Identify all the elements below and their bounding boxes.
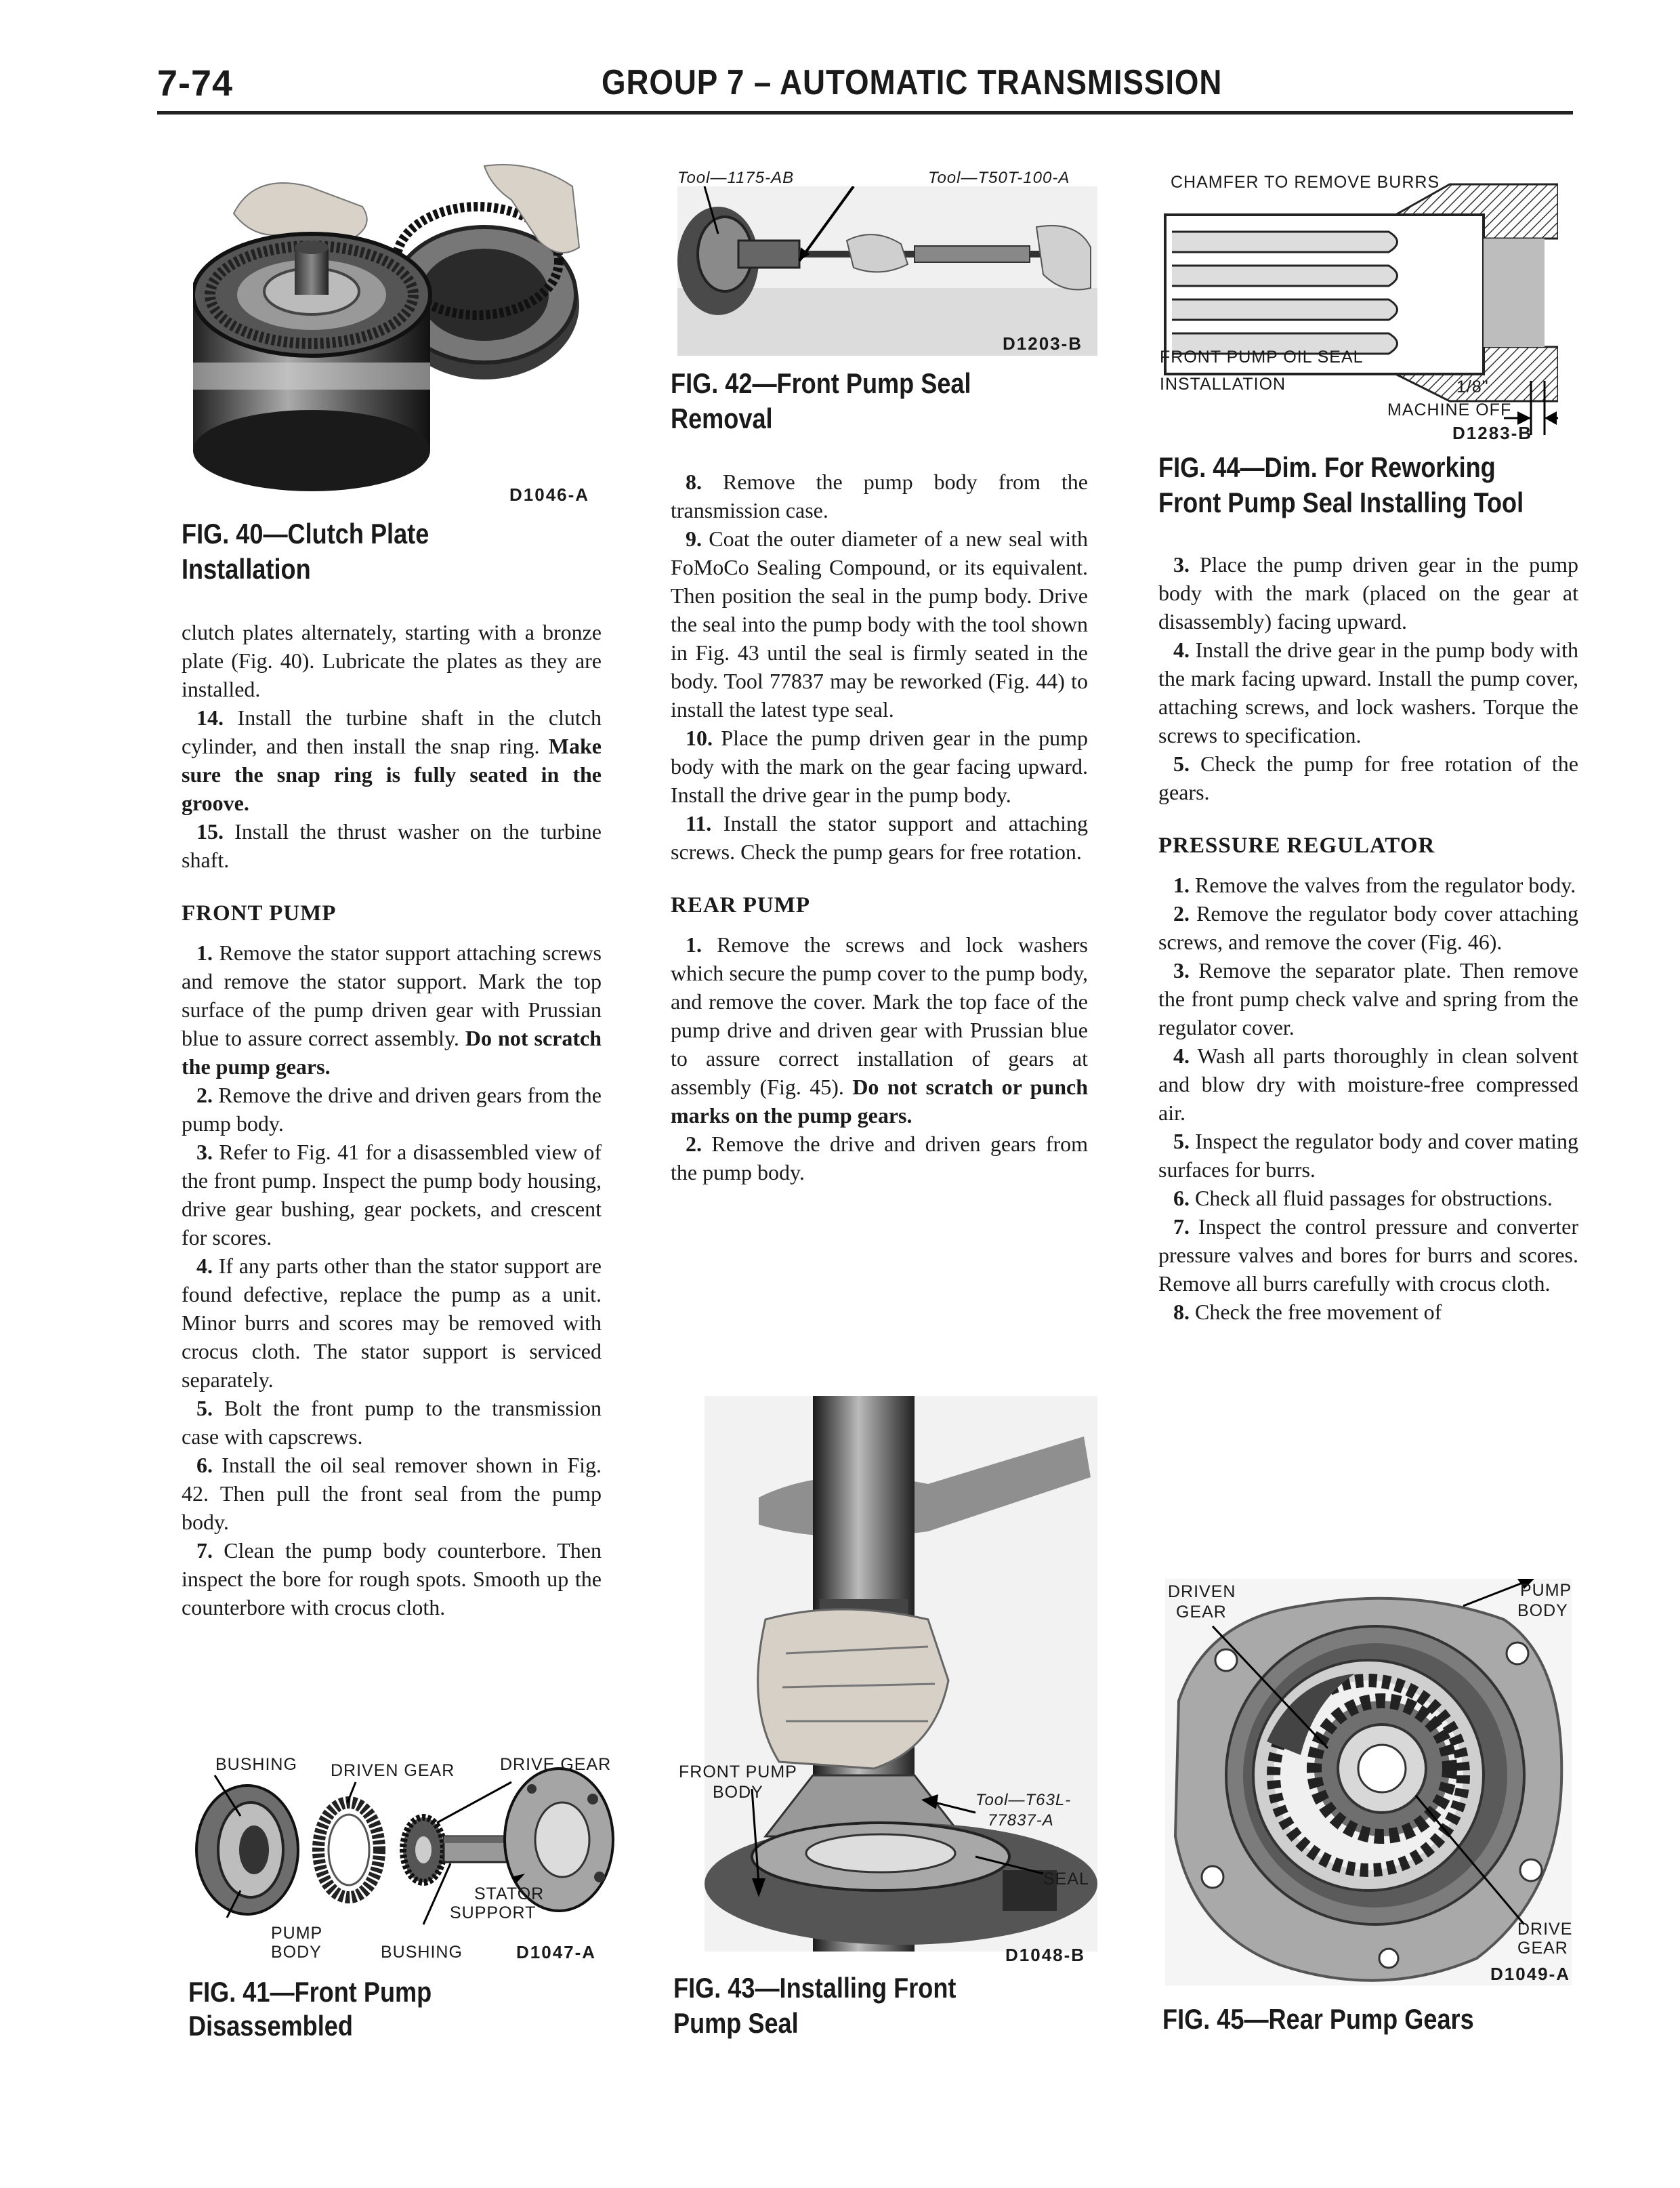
front-pump-step-6: 6. Install the oil seal remover shown in Fig. 42. Then pull the front seal from the pump body.: [182, 1453, 602, 1534]
fig42-caption-line1: FIG. 42—Front Pump Seal: [671, 367, 971, 399]
fig45-code: D1049-A: [1490, 1964, 1571, 1984]
fig42-code: D1203-B: [1003, 333, 1083, 354]
fig41-caption-line1: FIG. 41—Front Pump: [188, 1976, 432, 2008]
fig42-label-tool-a: Tool—1175-AB: [677, 169, 795, 187]
fig44-diagram: [1152, 178, 1558, 435]
fig44-label-seal-2: INSTALLATION: [1160, 375, 1286, 394]
regulator-step-4: 4. Wash all parts thoroughly in clean solvent and blow dry with moisture-free compressed air.: [1158, 1044, 1578, 1125]
front-pump-step-3: 3. Refer to Fig. 41 for a disassembled view of the front pump. Inspect the pump body housing, drive gear bushing, gear pockets, and crescent for scores.: [182, 1140, 602, 1250]
page-number: 7-74: [157, 63, 234, 104]
fig41-code: D1047-A: [516, 1942, 597, 1962]
fig40-code: D1046-A: [509, 484, 590, 505]
regulator-step-2: 2. Remove the regulator body cover attaching screws, and remove the cover (Fig. 46).: [1158, 901, 1578, 954]
paragraph-continued: clutch plates alternately, starting with a bronze plate (Fig. 40). Lubricate the plates as they are installed.: [182, 620, 602, 701]
fig44-code: D1283-B: [1452, 423, 1533, 443]
fig44-caption-line2: Front Pump Seal Installing Tool: [1158, 487, 1524, 518]
step-8: 8. Remove the pump body from the transmission case.: [671, 470, 1088, 522]
step-4: 4. Install the drive gear in the pump body with the mark facing upward. Install the pump cover, attaching screws, and lock washers. Torque the screws to specification.: [1158, 638, 1578, 747]
fig44-label-seal-1: FRONT PUMP OIL SEAL: [1160, 348, 1364, 367]
front-pump-step-4: 4. If any parts other than the stator support are found defective, replace the pump as a unit. Minor burrs and scores may be removed with crocus cloth. The stator support is serviced separately.: [182, 1254, 602, 1392]
fig43-label-front-pump-1: FRONT PUMP: [679, 1762, 797, 1781]
fig41-label-bushing-bottom: BUSHING: [381, 1943, 463, 1962]
fig45-label-driven-2: GEAR: [1176, 1603, 1227, 1622]
step-9: 9. Coat the outer diameter of a new seal with FoMoCo Sealing Compound, or its equivalent. Then position the seal in the pump body. Drive the seal into the pump body with the tool shown in Fig. 43 until the seal is firmly seated in the body. Tool 77837 may be reworked (Fig. 44) to install the latest type seal.: [671, 527, 1088, 722]
regulator-step-5: 5. Inspect the regulator body and cover mating surfaces for burrs.: [1158, 1129, 1578, 1182]
front-pump-step-1: 1. Remove the stator support attaching screws and remove the stator support. Mark the top surface of the pump driven gear with Prussian blue to assure correct assembly. Do not scratch the pump gears.: [182, 941, 602, 1079]
column-3-text: [1158, 550, 1578, 1326]
fig42-photo: [677, 186, 1097, 356]
column-2-text: [671, 468, 1088, 1186]
rear-pump-step-1: 1. Remove the screws and lock washers which secure the pump cover to the pump body, and remove the cover. Mark the top face of the pump drive and driven gear with Prussian blue to assure correct installation of gears at assembly (Fig. 45). Do not scratch or punch marks on the pump gears.: [671, 932, 1089, 1128]
fig43-code: D1048-B: [1005, 1945, 1086, 1965]
heading-rear-pump: REAR PUMP: [671, 893, 811, 917]
regulator-step-7: 7. Inspect the control pressure and converter pressure valves and bores for burrs and scores. Remove all burrs carefully with crocus cloth.: [1158, 1214, 1578, 1296]
fig45-label-drive-2: GEAR: [1517, 1939, 1568, 1958]
rear-pump-step-2: 2. Remove the drive and driven gears from the pump body.: [671, 1132, 1088, 1184]
fig43-caption-line1: FIG. 43—Installing Front: [673, 1972, 957, 2004]
fig41-label-bushing: BUSHING: [215, 1755, 297, 1774]
fig43-label-seal: SEAL: [1043, 1870, 1089, 1888]
fig41-diagram: [193, 1762, 627, 1931]
fig41-label-drive-gear: DRIVE GEAR: [500, 1755, 612, 1774]
fig42-caption-line2: Removal: [671, 402, 773, 434]
page-title: GROUP 7 – AUTOMATIC TRANSMISSION: [602, 63, 1223, 102]
fig45-caption: FIG. 45—Rear Pump Gears: [1162, 2003, 1474, 2035]
regulator-step-3: 3. Remove the separator plate. Then remove the front pump check valve and spring from the regulator cover.: [1158, 958, 1578, 1039]
fig40-caption-line1: FIG. 40—Clutch Plate: [182, 518, 429, 550]
heading-front-pump: FRONT PUMP: [182, 901, 337, 926]
fig43-label-front-pump-2: BODY: [713, 1783, 763, 1802]
fig44-label-dim: 1/8": [1456, 377, 1489, 396]
step-5: 5. Check the pump for free rotation of the gears.: [1158, 751, 1578, 804]
front-pump-step-5: 5. Bolt the front pump to the transmission case with capscrews.: [182, 1396, 602, 1449]
fig40-photo: [193, 159, 593, 498]
front-pump-step-7: 7. Clean the pump body counterbore. Then inspect the bore for rough spots. Smooth up the counterbore with crocus cloth.: [182, 1538, 602, 1619]
front-pump-step-2: 2. Remove the drive and driven gears from the pump body.: [182, 1083, 602, 1136]
fig44-label-chamfer: CHAMFER TO REMOVE BURRS: [1171, 173, 1440, 192]
step-11: 11. Install the stator support and attaching screws. Check the pump gears for free rotation.: [671, 811, 1088, 864]
fig40-caption-line2: Installation: [182, 553, 311, 585]
fig41-caption-line2: Disassembled: [188, 2010, 353, 2042]
fig44-caption-line1: FIG. 44—Dim. For Reworking: [1158, 451, 1496, 483]
fig45-label-driven-1: DRIVEN: [1168, 1582, 1236, 1601]
fig45-label-pump-1: PUMP: [1520, 1581, 1572, 1600]
fig41-label-stator-1: STATOR: [474, 1884, 545, 1903]
step-15: 15. Install the thrust washer on the turbine shaft.: [182, 819, 602, 872]
column-1-text: [182, 618, 602, 1622]
fig45-photo: [1165, 1579, 1572, 1985]
regulator-step-1: 1. Remove the valves from the regulator body.: [1173, 873, 1576, 897]
fig43-photo: [705, 1396, 1097, 1952]
fig43-label-tool-2: 77837-A: [988, 1811, 1054, 1830]
heading-pressure-regulator: PRESSURE REGULATOR: [1158, 833, 1435, 858]
fig41-label-pump-2: BODY: [271, 1943, 322, 1962]
fig41-label-stator-2: SUPPORT: [450, 1903, 537, 1922]
regulator-step-8: 8. Check the free movement of: [1173, 1300, 1442, 1324]
fig42-label-tool-b: Tool—T50T-100-A: [928, 169, 1070, 187]
step-14: 14. Install the turbine shaft in the clutch cylinder, and then install the snap ring. Make sure the snap ring is fully seated in the groove.: [182, 705, 602, 815]
step-10: 10. Place the pump driven gear in the pump body with the mark on the gear facing upward. Install the drive gear in the pump body.: [671, 726, 1088, 807]
fig41-label-pump-1: PUMP: [271, 1924, 323, 1943]
fig45-label-pump-2: BODY: [1517, 1601, 1568, 1620]
fig43-label-tool-1: Tool—T63L-: [975, 1791, 1072, 1809]
fig41-label-driven-gear: DRIVEN GEAR: [331, 1761, 455, 1780]
fig45-label-drive-1: DRIVE: [1517, 1920, 1573, 1939]
fig43-caption-line2: Pump Seal: [673, 2007, 799, 2039]
regulator-step-6: 6. Check all fluid passages for obstructions.: [1173, 1186, 1553, 1210]
step-3: 3. Place the pump driven gear in the pump body with the mark (placed on the gear at disassembly) facing upward.: [1158, 552, 1578, 634]
fig44-label-machine-off: MACHINE OFF: [1387, 400, 1512, 419]
header-rule: [157, 111, 1573, 115]
